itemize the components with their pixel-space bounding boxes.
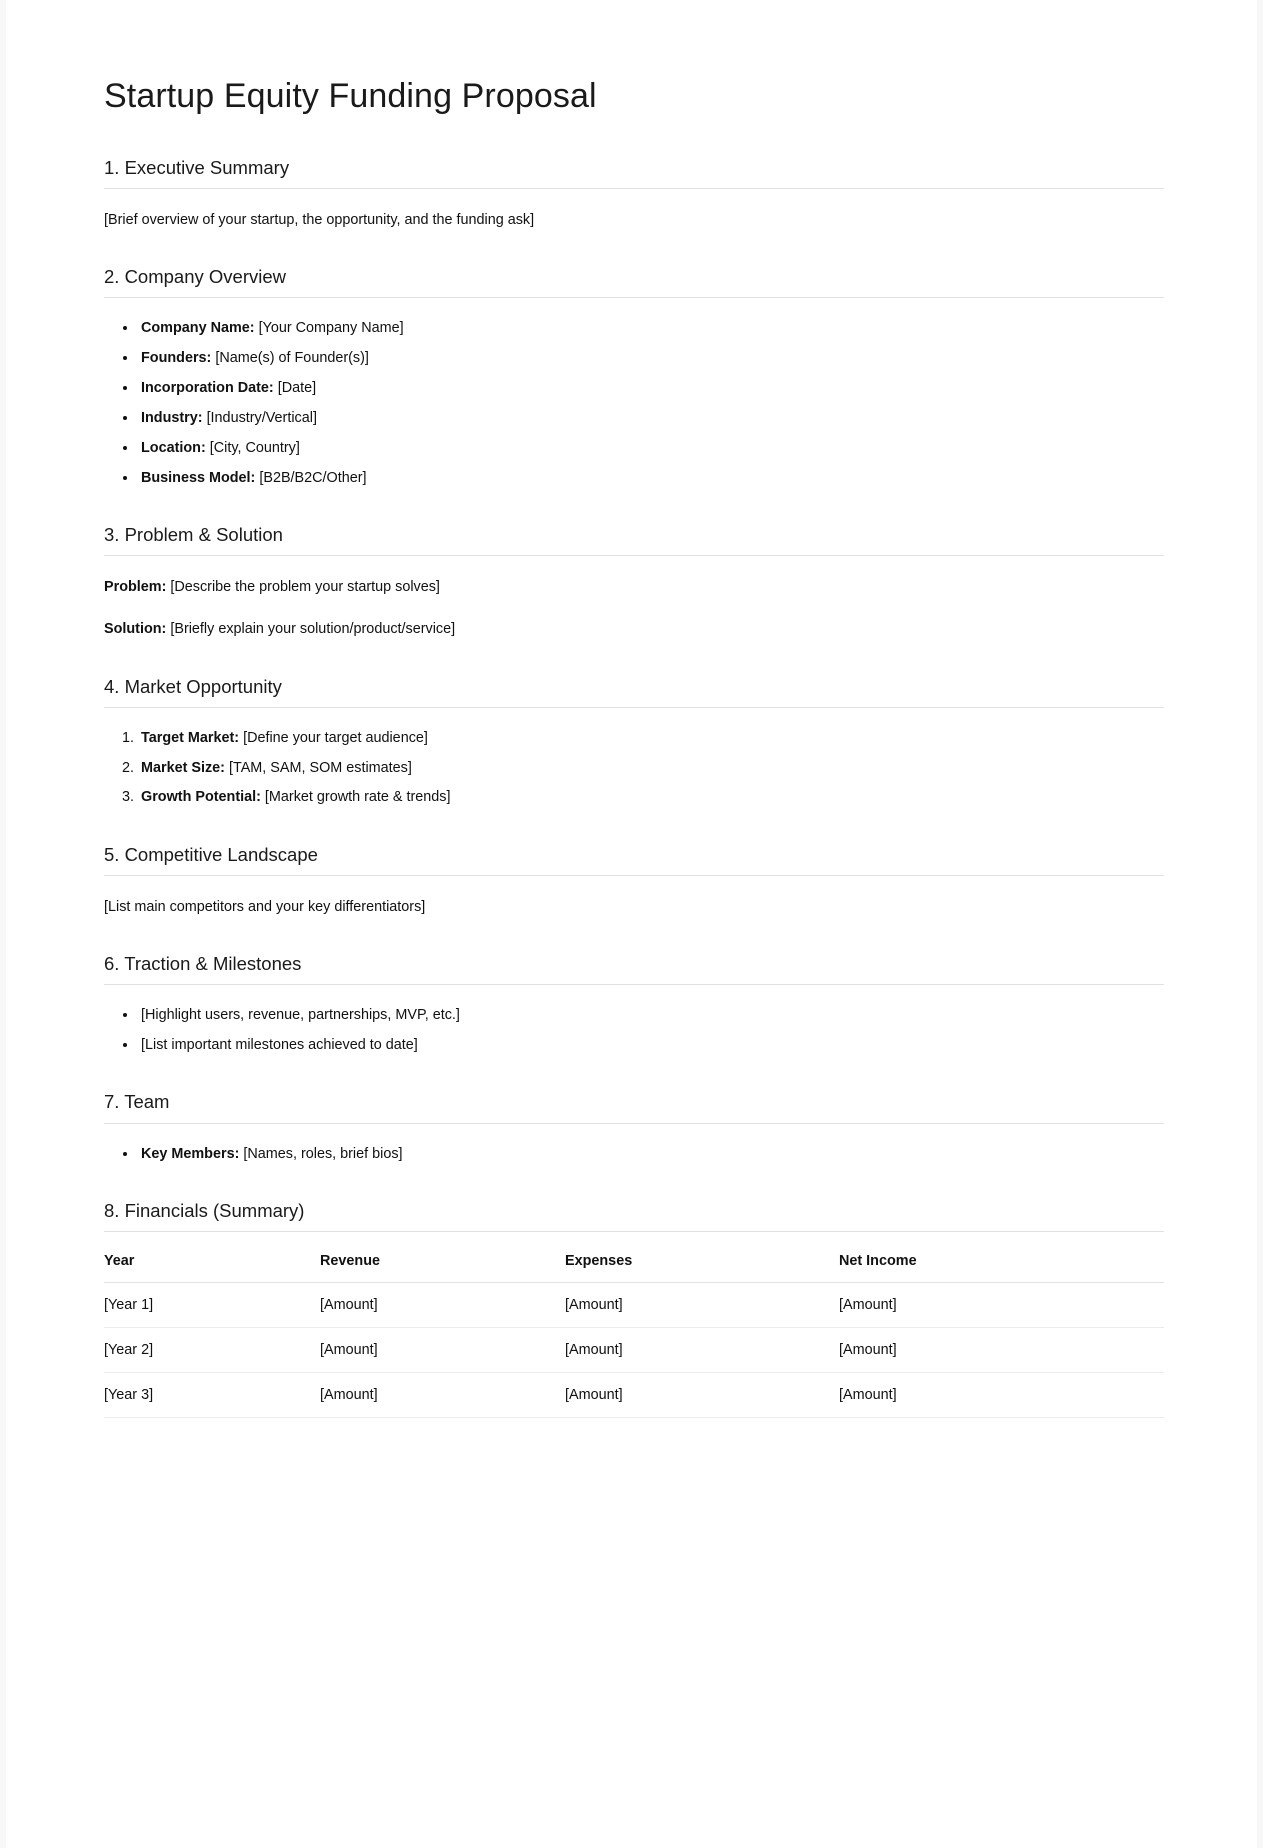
section-heading-competitive-landscape: 5. Competitive Landscape <box>104 843 1164 876</box>
list-item-value: [Names, roles, brief bios] <box>243 1145 403 1162</box>
column-header-net-income: Net Income <box>839 1253 1164 1283</box>
list-item <box>138 347 1164 369</box>
list-item-label: Market Size: <box>141 759 225 776</box>
page-gutter-left <box>0 0 6 1848</box>
financials-table <box>104 1253 1164 1418</box>
table-cell-revenue: [Amount] <box>320 1283 565 1328</box>
list-item <box>138 757 1164 779</box>
list-item-label: Business Model: <box>141 469 256 486</box>
list-item <box>138 377 1164 399</box>
section-heading-problem-solution: 3. Problem & Solution <box>104 523 1164 556</box>
list-item-label: Company Name: <box>141 320 255 337</box>
table-cell-expenses: [Amount] <box>565 1373 839 1418</box>
table-cell-net-income: [Amount] <box>839 1328 1164 1373</box>
section-competitive-landscape <box>104 843 1164 918</box>
column-header-revenue: Revenue <box>320 1253 565 1283</box>
list-item-label: Target Market: <box>141 729 240 746</box>
table-row <box>104 1328 1164 1373</box>
table-cell-net-income: [Amount] <box>839 1283 1164 1328</box>
section-problem-solution <box>104 523 1164 641</box>
list-item-label: Growth Potential: <box>141 789 261 806</box>
financials-table-head <box>104 1253 1164 1283</box>
section-company-overview <box>104 265 1164 489</box>
list-item-value: [Define your target audience] <box>243 729 428 746</box>
list-item-label: Incorporation Date: <box>141 380 274 397</box>
table-cell-year: [Year 3] <box>104 1373 320 1418</box>
section-executive-summary <box>104 156 1164 231</box>
list-item <box>138 467 1164 489</box>
table-row <box>104 1373 1164 1418</box>
column-header-year: Year <box>104 1253 320 1283</box>
column-header-expenses: Expenses <box>565 1253 839 1283</box>
list-item-value: [Market growth rate & trends] <box>264 789 451 806</box>
list-item <box>138 407 1164 429</box>
solution-paragraph <box>104 618 1164 640</box>
table-cell-year: [Year 1] <box>104 1283 320 1328</box>
list-item-value: [Date] <box>277 380 317 397</box>
section-heading-executive-summary: 1. Executive Summary <box>104 156 1164 189</box>
table-cell-expenses: [Amount] <box>565 1328 839 1373</box>
section-financials <box>104 1199 1164 1418</box>
list-item-label: Founders: <box>141 350 212 367</box>
list-item-value: [TAM, SAM, SOM estimates] <box>228 759 412 776</box>
section-heading-market-opportunity: 4. Market Opportunity <box>104 675 1164 708</box>
section-market-opportunity <box>104 675 1164 809</box>
section-heading-team: 7. Team <box>104 1090 1164 1123</box>
team-list <box>104 1143 1164 1165</box>
list-item-value: [Name(s) of Founder(s)] <box>215 350 369 367</box>
list-item-label: Industry: <box>141 409 203 426</box>
document-body <box>104 0 1164 1404</box>
traction-milestones-list <box>104 1004 1164 1056</box>
list-item <box>138 437 1164 459</box>
problem-label: Problem: <box>104 578 167 595</box>
list-item <box>138 317 1164 339</box>
table-cell-year: [Year 2] <box>104 1328 320 1373</box>
page-gutter-right <box>1257 0 1263 1848</box>
table-cell-revenue: [Amount] <box>320 1373 565 1418</box>
solution-label: Solution: <box>104 621 167 638</box>
market-opportunity-list <box>104 727 1164 809</box>
page-title: Startup Equity Funding Proposal <box>104 77 597 115</box>
table-cell-net-income: [Amount] <box>839 1373 1164 1418</box>
solution-value: [Briefly explain your solution/product/service] <box>170 621 456 638</box>
table-header-row <box>104 1253 1164 1283</box>
problem-paragraph <box>104 576 1164 598</box>
list-item-value: [Your Company Name] <box>258 320 404 337</box>
list-item-value: [Industry/Vertical] <box>206 409 317 426</box>
table-row <box>104 1283 1164 1328</box>
section-heading-traction-milestones: 6. Traction & Milestones <box>104 952 1164 985</box>
list-item <box>138 727 1164 749</box>
executive-summary-text: [Brief overview of your startup, the opportunity, and the funding ask] <box>104 211 535 228</box>
company-overview-list <box>104 317 1164 488</box>
list-item: • [List important milestones achieved to date] <box>138 1034 1164 1056</box>
list-item-value: [City, Country] <box>209 439 300 456</box>
problem-value: [Describe the problem your startup solves] <box>170 578 440 595</box>
list-item <box>138 1143 1164 1165</box>
financials-table-body <box>104 1283 1164 1418</box>
table-cell-expenses: [Amount] <box>565 1283 839 1328</box>
table-cell-revenue: [Amount] <box>320 1328 565 1373</box>
list-item-label: Key Members: <box>141 1145 240 1162</box>
list-item <box>138 786 1164 808</box>
list-item-value: [B2B/B2C/Other] <box>259 469 367 486</box>
list-item-label: Location: <box>141 439 206 456</box>
competitive-landscape-text: [List main competitors and your key differentiators] <box>104 898 426 915</box>
section-heading-financials: 8. Financials (Summary) <box>104 1199 1164 1232</box>
section-traction-milestones <box>104 952 1164 1056</box>
section-team <box>104 1090 1164 1164</box>
section-heading-company-overview: 2. Company Overview <box>104 265 1164 298</box>
list-item: • [Highlight users, revenue, partnerships, MVP, etc.] <box>138 1004 1164 1026</box>
